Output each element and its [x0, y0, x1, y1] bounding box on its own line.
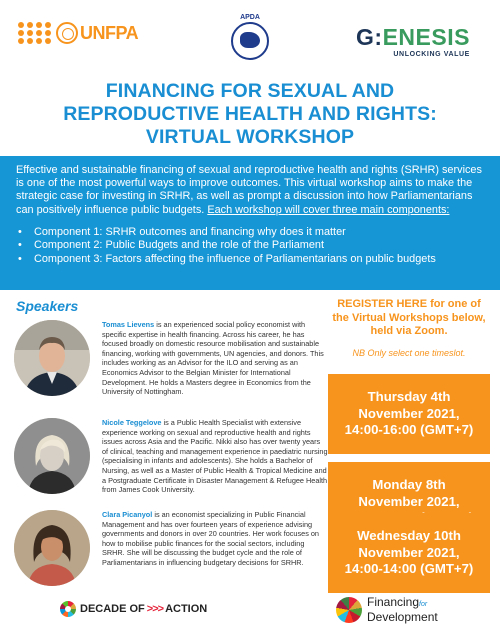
ffd-for: for: [419, 601, 428, 608]
title-line-2: REPRODUCTIVE HEALTH AND RIGHTS:: [63, 103, 437, 125]
decade-text: DECADE OF: [80, 603, 145, 615]
list-item: [16, 253, 486, 266]
intro-banner: [0, 156, 500, 290]
timeslot-button[interactable]: [328, 374, 490, 454]
unfpa-logo-text: UNFPA: [80, 22, 139, 43]
action-text: ACTION: [165, 603, 208, 615]
speaker-photo: [14, 320, 90, 396]
component-text: Component 2: Public Budgets and the role of the Parliament: [34, 239, 324, 252]
ffd-wheel-icon: [336, 597, 362, 623]
timeslot-button[interactable]: [328, 513, 490, 593]
timeslot-day: Thursday 4th: [367, 389, 451, 405]
speaker-name: Tomas Lievens: [102, 320, 155, 329]
chevrons-icon: >>>: [146, 603, 164, 615]
speaker-photo: [14, 418, 90, 494]
apda-globe-icon: [231, 22, 269, 60]
timeslot-day: Wednesday 10th: [357, 528, 461, 544]
header: [0, 0, 500, 75]
un-emblem-icon: [56, 22, 78, 44]
sdg-wheel-icon: [60, 601, 76, 617]
intro-text: [16, 164, 486, 217]
unfpa-logo: [18, 22, 138, 44]
speaker-bio: [102, 510, 328, 586]
genesis-logo: [356, 26, 470, 58]
title-line-3: VIRTUAL WORKSHOP: [145, 126, 355, 148]
timeslot-date: November 2021,: [358, 544, 460, 560]
speakers-heading: Speakers: [16, 298, 79, 314]
speaker-name: Clara Picanyol: [102, 510, 153, 519]
speaker-bio-text: is an economist specializing in Public Financial Management and has over fourteen years of experience advising governments and donors in over 20 countries. Her work focuses on how to mobilise public finances for the social sectors, including SRHR. She will be discussing the budget cycle and the role of Parliamentarians in influencing budgetary decisions for SRHR.: [102, 510, 319, 567]
unfpa-dots-icon: [18, 22, 52, 44]
intro-underlined: Each workshop will cover three main components:: [207, 203, 450, 216]
speaker-photo: [14, 510, 90, 586]
bullet-icon: •: [18, 239, 22, 252]
speaker-name: Nicole Teggelove: [102, 418, 162, 427]
bullet-icon: •: [18, 225, 22, 238]
ffd-financing: Financing: [367, 595, 420, 609]
page-title: [0, 80, 500, 149]
genesis-tagline: UNLOCKING VALUE: [393, 51, 470, 58]
timeslot-note: NB Only select one timeslot.: [352, 348, 466, 358]
apda-logo-text: APDA: [240, 14, 260, 21]
components-list: [16, 226, 486, 266]
timeslot-day: Monday 8th: [372, 477, 446, 493]
timeslot-date: November 2021,: [358, 405, 460, 421]
speaker-bio: [102, 418, 328, 495]
genesis-logo-text: [356, 26, 470, 49]
financing-for-development-logo: [336, 596, 438, 623]
timeslot-date: November 2021,: [358, 493, 460, 509]
bullet-icon: •: [18, 252, 22, 265]
speaker-bio-text: is an experienced social policy economist with specific expertise in health financing. Across his career, he has focused broadly on domestic resource mobilisation and sustainable financing, working with governments, UN agencies, and donors. This includes working as an Advisor for the ILO and serving as an Economics Advisor to the Belgian Minister for International Development. He holds a Masters degree in Economics from the University of Nottingham.: [102, 320, 324, 397]
intro-body: Effective and sustainable financing of sexual and reproductive health and rights (SRHR) services is one of the most powerful ways to improve outcomes. This virtual workshop aims to make the strategic case for investing in SRHR, as well as prompt a discussion into how Parliamentarians can positively influence public budgets.: [16, 164, 482, 216]
genesis-logo-prefix: G:: [356, 24, 383, 50]
register-link[interactable]: REGISTER HERE for one of the Virtual Workshops below, held via Zoom.: [332, 298, 486, 337]
component-text: Component 1: SRHR outcomes and financing why does it matter: [34, 225, 346, 238]
title-line-1: FINANCING FOR SEXUAL AND: [105, 80, 395, 102]
ffd-development: Development: [367, 610, 438, 624]
ffd-text: [367, 596, 438, 623]
speaker-card: [14, 320, 328, 397]
speaker-bio: [102, 320, 328, 397]
speaker-bio-text: is a Public Health Specialist with extensive experience working on sexual and reproductive health and rights issues across Asia and the Pacific. Nikki also has over twenty years of clinical, teaching and management experience in paediatric nursing (specialising in infants and adolescents). She holds a Bachelor of Nursing, as well as a Master of Public Health & Tropical Medicine and a Postgraduate Certificate in Disaster Management & Refugee Health from James Cook University.: [102, 418, 328, 495]
list-item: [16, 239, 486, 252]
speaker-card: [14, 418, 328, 495]
decade-of-action-logo: [60, 601, 207, 617]
list-item: [16, 226, 486, 239]
timeslot-time: 14:00-16:00 (GMT+7): [344, 422, 474, 438]
apda-logo: [228, 14, 272, 64]
timeslot-time: 14:00-14:00 (GMT+7): [344, 561, 474, 577]
genesis-logo-rest: ENESIS: [382, 24, 470, 50]
component-text: Component 3: Factors affecting the influence of Parliamentarians on public budgets: [34, 252, 436, 265]
speaker-card: [14, 510, 328, 586]
